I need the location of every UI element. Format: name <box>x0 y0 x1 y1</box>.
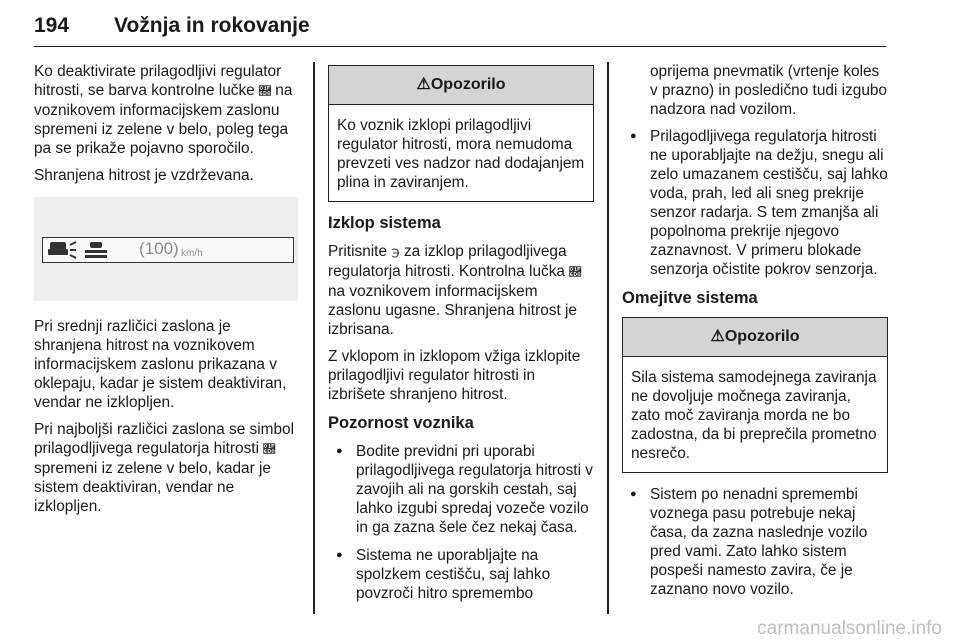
warning-text: Ko voznik izklopi prilagodljivi regulator hitrosti, mora nemudoma prevzeti ves nadzor nad dodajanjem plina in zaviranjem. <box>337 117 585 191</box>
cruise-off-button-icon: ℈ <box>391 245 400 259</box>
paragraph: Ko deaktivirate prilagodljivi regulator hitrosti, se barva kontrolne lučke 🛘 na voznikovem informacijskem zaslonu spremeni iz zelene v belo, poleg tega pa se prikaže pojavno sporočilo. <box>34 63 293 157</box>
cruise-control-icon: 🛘 <box>263 442 276 456</box>
bullet-list <box>328 442 594 603</box>
warning-header: ⚠Opozorilo <box>623 318 887 357</box>
paragraph-continuation: oprijema pnevmatik (vrtenje koles v prazno) in posledično tudi izgubo nadzora nad vozilom. <box>650 63 887 118</box>
warning-triangle-icon: ⚠ <box>710 328 725 345</box>
section-heading: Pozornost voznika <box>328 414 474 432</box>
watermark: carmanualsonline.info <box>757 618 942 639</box>
warning-text: Sila sistema samodejnega zaviranja ne dovoljuje močnega zaviranja, zato moč zaviranja morda ne bo zadostna, da bi preprečila prometno nesrečo. <box>631 369 877 462</box>
chapter-title: Vožnja in rokovanje <box>114 14 310 37</box>
display-illustration <box>34 197 298 301</box>
column-divider <box>607 62 609 614</box>
paragraph: Z vklopom in izklopom vžiga izklopite prilagodljivi regulator hitrosti in izbrišete shranjeno hitrost. <box>328 348 581 403</box>
speed-unit: km/h <box>181 248 203 259</box>
warning-box <box>328 65 594 202</box>
list-item: ● Sistem po nenadni spremembi voznega pasu potrebuje nekaj časa, da zazna naslednje vozilo pred vami. Zato lahko sistem pospeši namesto zavira, če je zaznano novo vozilo. <box>622 485 888 599</box>
cruise-control-icon: 🛘 <box>569 265 582 279</box>
warning-header: ⚠Opozorilo <box>329 66 593 105</box>
list-item: ● Bodite previdni pri uporabi prilagodljivega regulatorja hitrosti v zavojih ali na gorskih cestah, saj lahko izgubi spredaj vozeče vozilo in ga zazna šele čez nekaj časa. <box>328 442 594 537</box>
section-heading: Omejitve sistema <box>622 289 758 307</box>
adaptive-cruise-icon <box>47 240 77 260</box>
column-divider <box>313 62 315 614</box>
list-item: ● Sistema ne uporabljajte na spolzkem cestišču, saj lahko povzroči hitro spremembo <box>328 546 594 603</box>
column-left <box>34 62 298 524</box>
column-middle <box>328 62 594 612</box>
warning-box <box>622 317 888 473</box>
section-heading: Izklop sistema <box>328 214 441 232</box>
stored-speed: (100) <box>139 239 179 258</box>
paragraph: Shranjena hitrost je vzdrževana. <box>34 167 254 184</box>
following-distance-icon <box>83 241 109 259</box>
paragraph: Pritisnite ℈ za izklop prilagodljivega regulatorja hitrosti. Kontrolna lučka 🛘 na voznikovem informacijskem zaslonu ugasne. Shranjena hitrost je izbrisana. <box>328 243 582 338</box>
page-header <box>34 8 886 47</box>
page-number: 194 <box>34 14 70 37</box>
bullet-list <box>622 485 888 599</box>
cruise-control-icon: 🛘 <box>259 84 271 98</box>
column-right <box>622 62 888 608</box>
paragraph: Pri najboljši različici zaslona se simbol prilagodljivega regulatorja hitrosti 🛘 spremeni iz zelene v belo, kadar je sistem deaktiviran, vendar ne izklopljen. <box>34 421 295 515</box>
list-item: ● Prilagodljivega regulatorja hitrosti ne uporabljajte na dežju, snegu ali zelo umazanem cestišču, saj lahko voda, prah, led ali sneg prekrije senzor radarja. S tem zmanjša ali popolnoma prekrije njegovo zaznavnost. V primeru blokade senzorja očistite pokrov senzorja. <box>622 127 888 279</box>
bullet-list <box>622 127 888 279</box>
display-panel <box>42 237 294 263</box>
paragraph: Pri srednji različici zaslona je shranjena hitrost na voznikovem informacijskem zaslonu prikazana v oklepaju, kadar je sistem deaktiviran, vendar ne izklopljen. <box>34 318 287 411</box>
warning-triangle-icon: ⚠ <box>416 76 431 93</box>
